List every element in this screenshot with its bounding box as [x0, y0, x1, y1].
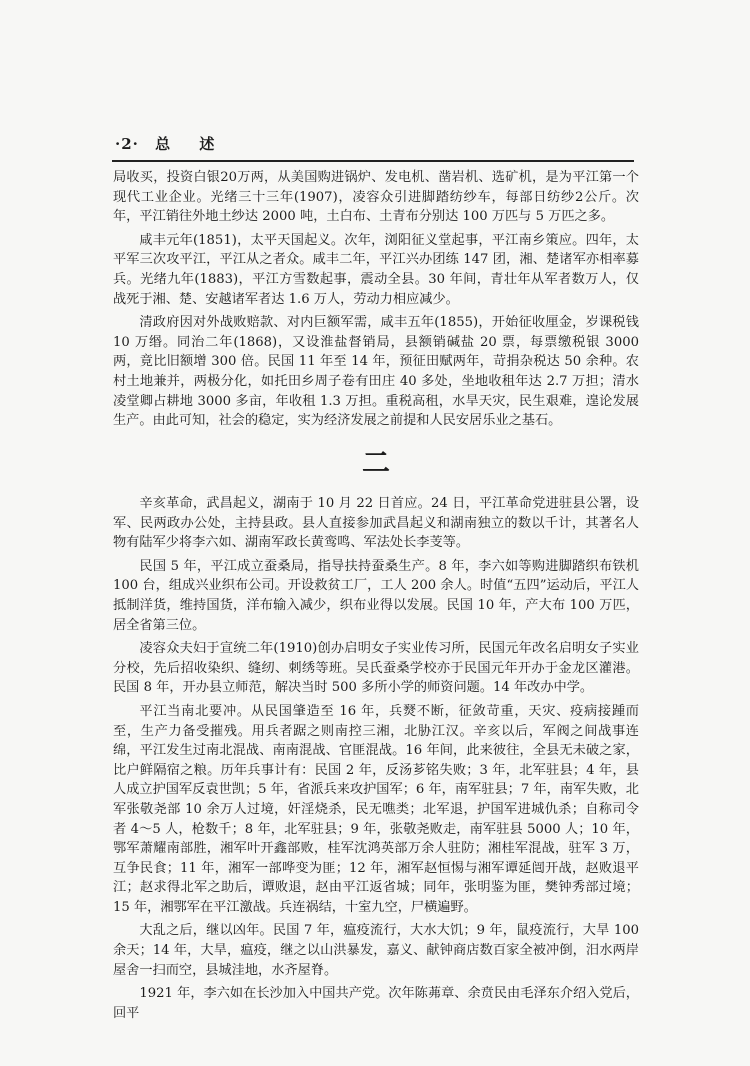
paragraph: 咸丰元年(1851)，太平天国起义。次年，浏阳征义堂起事，平江南乡策应。四年，太平军三次攻平江，平江从之者众。咸丰二年，平江兴办团练 147 团，湘、楚诸军亦相率募兵。光绪九年(1883)，平江方雪数起事，震动全县。30 年间，青壮年从军者数万人，仅战死于湘、楚、安越诸军者达 1.6 万人，劳动力相应减少。 — [113, 232, 639, 307]
paragraph: 辛亥革命，武昌起义，湖南于 10 月 22 日首应。24 日，平江革命党进驻县公署，设军、民两政办公处，主持县政。县人直接参加武昌起义和湖南独立的数以千计，其著名人物有陆军少将李六如、湖南军政长黄鸾鸣、军法处长李芰等。 — [113, 496, 639, 551]
paragraph: 1921 年，李六如在长沙加入中国共产党。次年陈茀章、余贲民由毛泽东介绍入党后，回平 — [113, 986, 639, 1021]
paragraph: 凌容众夫妇于宣统二年(1910)创办启明女子实业传习所，民国元年改名启明女子实业分校，先后招收染织、缝纫、刺绣等班。吴氏蚕桑学校亦于民国元年开办于金龙区灌港。民国 8 年，开办县立师范，解决当时 500 多所小学的师资问题。14 年改办中学。 — [113, 641, 639, 696]
page-number: ·2· — [115, 135, 139, 153]
header-rule — [112, 160, 634, 162]
paragraph: 平江当南北要冲。从民国肇造至 16 年，兵燹不断，征敛苛重，天灾、疫病接踵而至，生产力备受摧残。用兵者踞之则南控三湘，北胁江汉。辛亥以后，军阀之间战事连绵，平江发生过南北混战、南南混战、官匪混战。16 年间，此来彼往，全县无未破之家，比户鲜隔宿之粮。历年兵事计有：民国 2 年，反汤芗铭失败；3 年，北军驻县；4 年，县人成立护国军反袁世凯；5 年，省派兵来攻护国军；6 年，南军驻县；7 年，南军失败，北军张敬尧部 10 余万人过境，奸淫烧杀，民无噍类；北军退，护国军进城仇杀；自称司令者 4～5 人，枪数千；8 年，北军驻县；9 年，张敬尧败走，南军驻县 5000 人；10 年，鄂军萧耀南部胜，湘军叶开鑫部败，桂军沈鸿英部万余人驻防；湘桂军混战，驻军 3 万，互争民食；11 年，湘军一部哗变为匪；12 年，湘军赵恒惕与湘军谭延闿开战，赵败退平江；赵求得北军之助后，谭败退，赵由平江返省城；同年，张明鉴为匪，樊钟秀部过境；15 年，湘鄂军在平江激战。兵连祸结，十室九空，尸横遍野。 — [113, 703, 639, 915]
section-heading: 二 — [361, 446, 390, 479]
text-block-1 — [113, 168, 639, 435]
text-block-2 — [113, 494, 639, 1027]
paragraph: 局收买，投资白银20万两，从美国购进锅炉、发电机、凿岩机、选矿机，是为平江第一个现代工业企业。光绪三十三年(1907)，凌容众引进脚踏纺纱车，每部日纺纱2公斤。次年，平江销往外地土纱达 2000 吨，土白布、土青布分别达 100 万匹与 5 万匹之多。 — [113, 170, 639, 225]
section-title: 总 述 — [155, 135, 227, 153]
paragraph: 清政府因对外战败赔款、对内巨额军需，咸丰五年(1855)，开始征收厘金，岁课税钱 10 万缗。同治二年(1868)，又设淮盐督销局，县额销碱盐 20 票，每票缴税银 3000 两，竟比旧额增 300 倍。民国 11 年至 14 年，预征田赋两年，苛捐杂税达 50 余种。农村土地兼并，两极分化，如托田乡周子卷有田庄 40 多处，坐地收租年达 2.7 万担；清水凌堂卿占耕地 3000 多亩，年收租 1.3 万担。重税高租，水旱天灾，民生艰难，遑论发展生产。由此可知，社会的稳定，实为经济发展之前提和人民安居乐业之基石。 — [113, 315, 639, 429]
paragraph: 大乱之后，继以凶年。民国 7 年，瘟疫流行，大水大饥；9 年，鼠疫流行，大旱 100 余天；14 年，大旱，瘟疫，继之以山洪暴发，嘉义、献钟商店数百家全被冲倒，汨水两岸屋舍一扫而空，县城洼地，水齐屋脊。 — [113, 923, 639, 978]
paragraph: 民国 5 年，平江成立蚕桑局，指导扶持蚕桑生产。8 年，李六如等购进脚踏织布铁机 100 台，组成兴业织布公司。开设救贫工厂，工人 200 余人。时值“五四”运动后，平江人抵制洋货，维持国货，洋布输入减少，织布业得以发展。民国 10 年，产大布 100 万匹，居全省第三位。 — [113, 558, 639, 633]
running-header — [115, 133, 226, 154]
